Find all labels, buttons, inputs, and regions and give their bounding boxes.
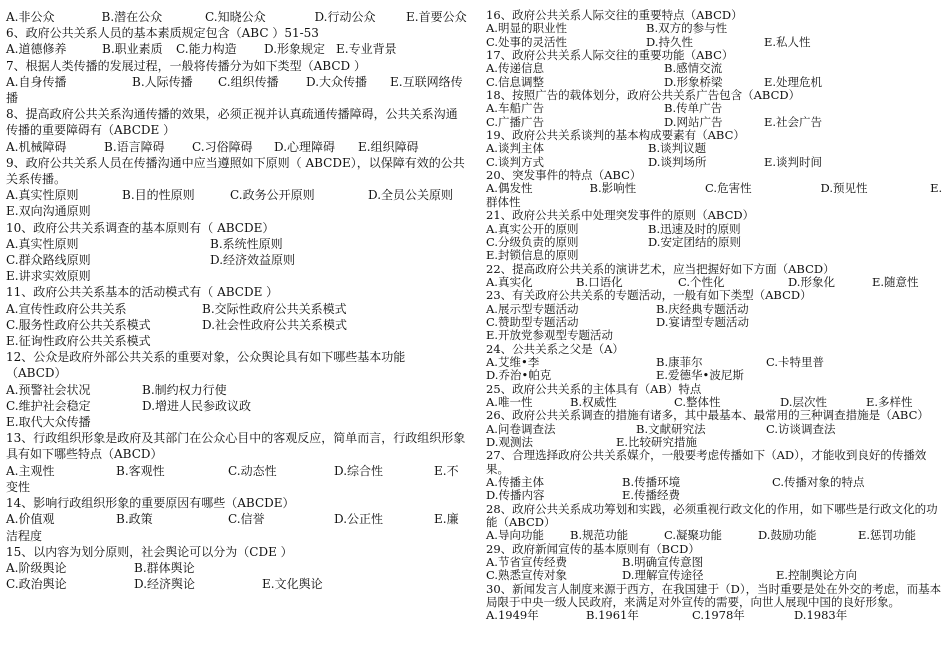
options-row — [486, 223, 944, 236]
options-row — [6, 301, 466, 317]
option: E.不 — [434, 463, 459, 478]
option: C.分级负责的原则 — [486, 234, 579, 249]
text-line: 30、新闻发言人制度来源于西方，在我国建于（D），当时重要是处在外交的考虑，而基本局限于中央一级人民政府，来满足对外宣传的需要，向世人展现中国的良好形象。 — [486, 582, 942, 610]
option: D.预见性 — [820, 181, 868, 196]
options-row — [6, 398, 466, 414]
option: B.感情交流 — [664, 61, 723, 76]
option: A.价值观 — [6, 512, 55, 527]
option: D.形象化 — [788, 274, 835, 289]
options-row — [6, 382, 466, 398]
text-line: 29、政府新闻宣传的基本原则有（BCD） — [486, 542, 700, 556]
options-row — [486, 62, 944, 75]
text-line: 14、影响行政组织形象的重要原因有哪些（ABCDE） — [6, 496, 295, 511]
options-row — [486, 489, 944, 502]
option: E.私人性 — [764, 34, 811, 49]
option: D.社会性政府公共关系模式 — [202, 317, 348, 332]
option: B.职业素质 — [102, 42, 163, 57]
option: B.语言障碍 — [104, 139, 165, 154]
option: C.危害性 — [705, 181, 752, 196]
text-line: E.双向沟通原则 — [6, 204, 91, 219]
option: C.访谈调查法 — [766, 421, 836, 436]
option: C.赞助型专题活动 — [486, 314, 579, 329]
options-row — [6, 187, 466, 203]
options-row — [486, 569, 944, 582]
option: D.安定团结的原则 — [648, 234, 741, 249]
option: B.权威性 — [570, 394, 617, 409]
text-line: 26、政府公共关系调查的措施有诸多，其中最基本、最常用的三种调查措施是（ABC） — [486, 409, 929, 423]
option: E.传播经费 — [622, 488, 681, 503]
option: C.熟悉宣传对象 — [486, 568, 568, 583]
options-row — [486, 303, 944, 316]
option: C.信息调整 — [486, 74, 545, 89]
option: C.卡特里普 — [766, 354, 825, 369]
option: A.预警社会状况 — [6, 382, 91, 397]
options-row — [486, 142, 944, 155]
text-line: E.征询性政府公共关系模式 — [6, 334, 151, 349]
options-row — [6, 9, 466, 25]
option: D.乔治•帕克 — [486, 368, 552, 383]
option: C.信誉 — [228, 512, 265, 527]
text-line: 11、政府公共关系基本的活动模式有（ ABCDE ） — [6, 285, 279, 300]
option: E.组织障碍 — [358, 139, 419, 154]
option: B.庆经典专题活动 — [656, 301, 749, 316]
options-row — [6, 511, 466, 527]
option: A.谈判主体 — [486, 141, 544, 156]
option: D.心理障碍 — [274, 139, 336, 154]
text-line: 27、合理选择政府公共关系媒介，一般要考虑传播如下（AD），才能收到良好的传播效果。 — [486, 449, 927, 476]
option: D.1983年 — [794, 608, 848, 623]
option: C.知晓公众 — [205, 10, 266, 24]
options-row — [486, 396, 944, 409]
options-row — [486, 156, 944, 169]
options-row — [486, 236, 944, 249]
option: A.真实性原则 — [6, 188, 79, 203]
option: C.1978年 — [692, 608, 745, 623]
options-row — [6, 74, 466, 90]
option: B.交际性政府公共关系模式 — [202, 301, 347, 316]
option: A.阶级舆论 — [6, 560, 67, 575]
options-row — [486, 356, 944, 369]
option: E.社会广告 — [764, 114, 823, 129]
option: B.政策 — [116, 512, 153, 527]
option: E.多样性 — [866, 394, 913, 409]
option: D.传播内容 — [486, 488, 545, 503]
option: E.爱德华•波尼斯 — [656, 368, 744, 383]
option: A.明显的职业性 — [486, 21, 567, 36]
text-line: 8、提高政府公共关系沟通传播的效果，必须正视并认真疏通传播障碍，公共关系沟通传播的重要障碍有（ABCDE ） — [6, 107, 458, 138]
option: A.展示型专题活动 — [486, 301, 579, 316]
option: A.问卷调查法 — [486, 421, 556, 436]
option: B.客观性 — [116, 463, 165, 478]
text-line: E.开放党参观型专题活动 — [486, 329, 614, 343]
text-line: 播 — [6, 91, 19, 106]
options-row — [486, 423, 944, 436]
option: B.影响性 — [589, 181, 637, 196]
options-row — [486, 556, 944, 569]
text-line: 7、根据人类传播的发展过程，一般将传播分为如下类型（ABCD ） — [6, 58, 366, 73]
options-row — [486, 436, 944, 449]
options-row — [6, 560, 466, 576]
option: C.处事的灵活性 — [486, 34, 568, 49]
option: C.组织传播 — [218, 74, 279, 89]
option: E. — [930, 181, 943, 196]
options-row — [486, 529, 944, 542]
option: D.行动公众 — [314, 10, 376, 24]
options-row — [486, 102, 944, 115]
options-row — [6, 576, 466, 592]
text-line: 群体性 — [486, 195, 521, 209]
option: C.习俗障碍 — [192, 139, 253, 154]
option: A.机械障碍 — [6, 139, 67, 154]
option: E.互联网络传 — [390, 74, 463, 89]
option: B.目的性原则 — [122, 188, 195, 203]
text-line: 19、政府公共关系谈判的基本构成要素有（ABC） — [486, 129, 745, 143]
option: A.导向功能 — [486, 528, 544, 543]
text-line: 23、有关政府公共关系的专题活动，一般有如下类型（ABCD） — [486, 289, 812, 303]
option: B.制约权力行使 — [142, 382, 227, 397]
text-line: 21、政府公共关系中处理突发事件的原则（ABCD） — [486, 209, 755, 223]
option: C.个性化 — [678, 274, 725, 289]
option: D.形象规定 — [264, 42, 326, 57]
option: E.首要公众 — [406, 10, 467, 24]
option: B.潜在公众 — [101, 10, 163, 24]
option: C.凝聚功能 — [664, 528, 723, 543]
option: B.康菲尔 — [656, 354, 703, 369]
option: D.大众传播 — [306, 74, 368, 89]
option: D.宴请型专题活动 — [656, 314, 749, 329]
text-line: 6、政府公共关系人员的基本素质规定包含（ABC ）51-53 — [6, 26, 319, 41]
option: E.控制舆论方向 — [776, 568, 858, 583]
option: A.唯一性 — [486, 394, 533, 409]
options-row — [486, 276, 944, 289]
options-row — [6, 252, 466, 268]
options-row — [6, 317, 466, 333]
option: C.整体性 — [674, 394, 721, 409]
text-line: （ABCD） — [6, 366, 67, 381]
text-line: E.讲求实效原则 — [6, 269, 91, 284]
option: A.传播主体 — [486, 475, 544, 490]
text-line: 9、政府公共关系人员在传播沟通中应当遵照如下原则（ ABCDE），以保障有效的公共关系传播。 — [6, 155, 465, 187]
text-line: 18、按照广告的载体划分，政府公共关系广告包含（ABCD） — [486, 89, 801, 103]
right-column — [486, 9, 944, 623]
option: D.持久性 — [646, 34, 693, 49]
option: D.增进人民参政议政 — [142, 398, 252, 413]
option: D.全员公关原则 — [368, 188, 454, 203]
option: D.层次性 — [780, 394, 827, 409]
text-line: E.取代大众传播 — [6, 415, 91, 430]
option: D.综合性 — [334, 463, 384, 478]
option: B.1961年 — [586, 608, 639, 623]
option: D.观测法 — [486, 435, 533, 449]
options-row — [6, 139, 466, 155]
text-line: 25、政府公共关系的主体具有（AB）特点 — [486, 382, 702, 396]
option: B.文献研究法 — [636, 421, 706, 436]
options-row — [486, 22, 944, 35]
option: D.网站广告 — [664, 114, 723, 129]
option: B.传单广告 — [664, 101, 723, 116]
option: C.群众路线原则 — [6, 253, 91, 268]
option: C.传播对象的特点 — [772, 475, 865, 490]
option: B.明确宣传意图 — [622, 555, 704, 570]
option: C.政治舆论 — [6, 577, 67, 592]
option: E.文化舆论 — [262, 577, 323, 592]
text-line: 洁程度 — [6, 528, 43, 543]
option: A.真实化 — [486, 274, 533, 289]
options-row — [486, 609, 944, 622]
option: D.鼓励功能 — [758, 528, 817, 543]
option: C.政务公开原则 — [230, 188, 315, 203]
option: D.形象桥梁 — [664, 74, 723, 89]
option: A.宣传性政府公共关系 — [6, 301, 127, 316]
option: A.艾维•李 — [486, 354, 540, 369]
option: B.群体舆论 — [134, 560, 195, 575]
text-line: 15、以内容为划分原则，社会舆论可以分为（CDE ） — [6, 544, 293, 559]
option: D.经济效益原则 — [210, 253, 296, 268]
text-line: 17、政府公共关系人际交往的重要功能（ABC） — [486, 49, 734, 63]
options-row — [486, 476, 944, 489]
options-row — [6, 236, 466, 252]
text-line: 13、行政组织形象是政府及其部门在公众心目中的客观反应，简单而言，行政组织形象具有如下哪些特点（ABCD） — [6, 431, 466, 462]
option: B.口语化 — [576, 274, 623, 289]
option: D.公正性 — [334, 512, 384, 527]
options-row — [486, 182, 944, 195]
option: E.处理危机 — [764, 74, 823, 89]
options-row — [6, 463, 466, 479]
option: D.经济舆论 — [134, 577, 196, 592]
text-line: E.封锁信息的原则 — [486, 249, 579, 263]
text-line: 变性 — [6, 479, 31, 494]
text-line: 12、公众是政府外部公共关系的重要对象，公众舆论具有如下哪些基本功能 — [6, 350, 406, 365]
option: C.服务性政府公共关系模式 — [6, 317, 151, 332]
option: D.理解宣传途径 — [622, 568, 704, 583]
option: A.主观性 — [6, 463, 55, 478]
option: A.车船广告 — [486, 101, 544, 116]
option: A.真实性原则 — [6, 236, 79, 251]
option: B.迅速及时的原则 — [648, 221, 741, 236]
option: E.谈判时间 — [764, 154, 823, 169]
option: A.道德修养 — [6, 42, 67, 57]
option: A.真实公开的原则 — [486, 221, 579, 236]
options-row — [486, 316, 944, 329]
option: B.系统性原则 — [210, 236, 283, 251]
options-row — [486, 369, 944, 382]
text-line: 20、突发事件的特点（ABC） — [486, 169, 642, 183]
option: A.传递信息 — [486, 61, 544, 76]
option: A.非公众 — [6, 10, 55, 24]
option: A.1949年 — [486, 608, 539, 623]
option: D.谈判场所 — [648, 154, 707, 169]
option: B.规范功能 — [570, 528, 629, 543]
text-line: 28、政府公共关系成功筹划和实践，必须重视行政文化的作用，如下哪些是行政文化的功能（ABCD） — [486, 502, 938, 530]
option: B.双方的参与性 — [646, 21, 728, 36]
option: B.人际传播 — [132, 74, 193, 89]
text-line: 22、提高政府公共关系的演讲艺术，应当把握好如下方面（ABCD） — [486, 262, 835, 276]
text-line: 24、公共关系之父是（A） — [486, 342, 624, 356]
option: C.广播广告 — [486, 114, 545, 129]
option: E.专业背景 — [336, 42, 397, 57]
option: E.比较研究措施 — [616, 435, 698, 449]
option: E.廉 — [434, 512, 459, 527]
text-line: 16、政府公共关系人际交往的重要特点（ABCD） — [486, 9, 743, 22]
option: C.动态性 — [228, 463, 277, 478]
options-row — [486, 116, 944, 129]
option: C.能力构造 — [176, 42, 237, 57]
left-column — [6, 9, 466, 592]
option: B.谈判议题 — [648, 141, 707, 156]
option: A.节省宣传经费 — [486, 555, 567, 570]
option: E.随意性 — [872, 274, 919, 289]
options-row — [6, 41, 466, 57]
option: B.传播环境 — [622, 475, 681, 490]
text-line: 10、政府公共关系调查的基本原则有（ ABCDE） — [6, 220, 275, 235]
option: C.谈判方式 — [486, 154, 545, 169]
option: E.惩罚功能 — [858, 528, 917, 543]
option: A.自身传播 — [6, 74, 67, 89]
options-row — [486, 76, 944, 89]
options-row — [486, 36, 944, 49]
option: A.偶发性 — [486, 181, 533, 196]
option: C.维护社会稳定 — [6, 398, 91, 413]
